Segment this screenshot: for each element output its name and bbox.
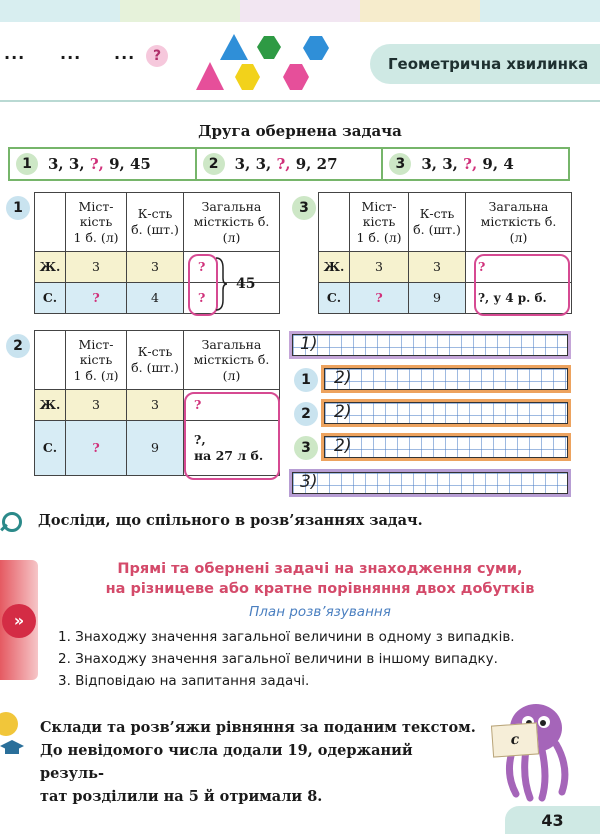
brace-icon [214,256,228,312]
pink-triangle-icon [196,62,224,90]
task-number-badge [0,712,18,736]
grid-strip-variant-1[interactable] [324,368,568,390]
table-row: С. ? 9 ?, у 4 р. б. [319,283,572,314]
table-2-label: 2 [6,334,30,358]
table-row: Ж. 3 3 ? [35,252,280,283]
dots-2: ... [60,44,82,63]
task-title: Друга обернена задача [198,122,402,140]
geometric-shapes-icon [190,32,340,94]
page-number: 43 [505,806,600,834]
header-total: Загальна місткість б. (л) [184,193,280,252]
highlight-box [184,392,280,480]
variant-1: 1 3, 3, ?, 9, 45 [10,149,197,179]
header-count: К-сть б. (шт.) [127,193,184,252]
yellow-hexagon-icon [235,64,260,90]
step2-handwritten: 2) [334,436,352,456]
grid-strip-step3[interactable] [292,472,568,494]
step1-handwritten: 1) [300,334,318,354]
table-row: Ж. 3 3 ? [35,390,280,421]
table-3: Міст- кість 1 б. (л) К-сть б. (шт.) Загальна місткість б. (л) Ж. 3 3 ? С. ? 9 ?, у 4 р. б. [318,192,572,314]
table-row: С. ? 4 ? [35,283,280,314]
step3-handwritten: 3) [300,472,318,492]
grid-strip-step1[interactable] [292,334,568,356]
question-badge: ? [146,45,168,67]
table-row: С. ? 9 ?, на 27 л б. [35,421,280,476]
dots-3: ... [114,44,136,63]
grid-label-2: 2 [294,402,318,426]
table-1 [34,192,280,314]
rule-title: Прямі та обернені задачі на знаходження суми, на різницеве або кратне порівняння двох добутків [105,561,535,597]
variant-number: 1 [16,153,38,175]
octopus-sign: c [491,722,539,757]
step2-handwritten: 2) [334,402,352,422]
plan-title: План розв’язування [249,604,391,620]
blue-triangle-icon [220,34,248,60]
grid-strip-variant-2[interactable] [324,402,568,424]
double-arrow-icon[interactable]: » [2,604,36,638]
dots-1: ... [4,44,26,63]
top-decorative-band [0,0,600,22]
magnifier-icon [2,512,22,532]
step2-handwritten: 2) [334,368,352,388]
header-capacity: Міст- кість 1 б. (л) [66,193,127,252]
variant-number: 3 [389,153,411,175]
highlight-box [474,254,570,316]
grid-strip-variant-3[interactable] [324,436,568,458]
variant-3: 3 3, 3, ?, 9, 4 [383,149,568,179]
variant-number: 2 [203,153,225,175]
variant-2: 2 3, 3, ?, 9, 27 [197,149,384,179]
table-2: Міст- кість 1 б. (л) К-сть б. (шт.) Загальна місткість б. (л) Ж. 3 3 ? С. ? 9 ?, на 27 л б. [34,330,280,476]
task2-text: Склади та розв’яжи рівняння за поданим текстом. До невідомого числа додали 19, одержаний резуль- тат розділили на 5 й отримали 8. [40,719,476,805]
sum-value: 45 [236,276,256,292]
plan-step: 2. Знаходжу значення загальної величини в іншому випадку. [58,651,498,667]
pink-hexagon-icon [283,64,309,90]
table-3-label: 3 [292,196,316,220]
plan-step: 3. Відповідаю на запитання задачі. [58,673,310,689]
plan-steps [58,626,515,692]
green-hexagon-icon [257,36,281,59]
explore-prompt: Досліди, що спільного в розв’язаннях задач. [38,512,423,529]
plan-step: 1. Знаходжу значення загальної величини в одному з випадків. [58,629,515,645]
header-divider [0,100,600,102]
grid-label-3: 3 [294,436,318,460]
table-row: Ж. 3 3 ? [319,252,572,283]
blue-hexagon-icon [303,36,329,60]
graduation-cap-icon [0,738,24,756]
grid-label-1: 1 [294,368,318,392]
task-variants-row [8,147,570,181]
section-title-tab: Геометрична хвилинка [370,44,600,84]
table-1-label: 1 [6,196,30,220]
